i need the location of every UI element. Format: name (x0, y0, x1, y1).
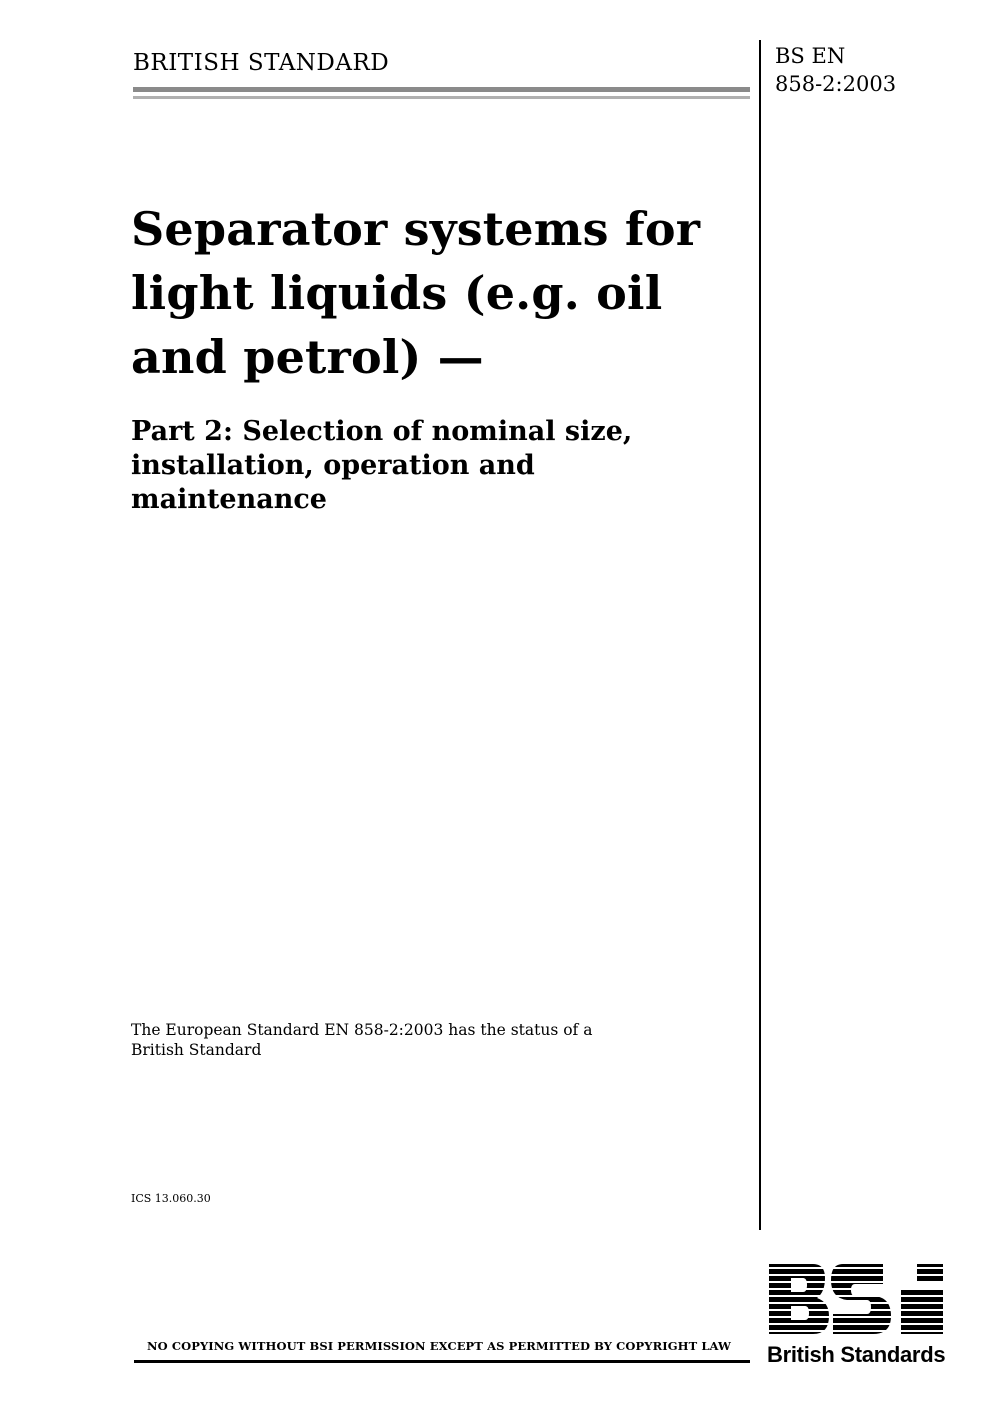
document-title: Separator systems for light liquids (e.g. oil and petrol) — (131, 202, 701, 384)
bsi-logo (767, 1262, 945, 1342)
series-label: BRITISH STANDARD (133, 50, 390, 76)
status-note: The European Standard EN 858-2:2003 has the status of a British Standard (131, 1021, 593, 1059)
copyright-notice: NO COPYING WITHOUT BSI PERMISSION EXCEPT AS PERMITTED BY COPYRIGHT LAW (147, 1339, 732, 1353)
document-part-title: Part 2: Selection of nominal size, installation, operation and maintenance (131, 416, 633, 515)
standard-code-line2: 858-2:2003 (775, 72, 897, 96)
vertical-divider (759, 40, 761, 1230)
bsi-logo-text: British Standards (767, 1342, 946, 1367)
header-rule-thin (133, 96, 750, 99)
standard-code-line1: BS EN (775, 44, 846, 68)
bsi-logo-mark (767, 1262, 945, 1338)
ics-code: ICS 13.060.30 (131, 1192, 211, 1205)
header-rule-thick (133, 87, 750, 92)
footer-rule (134, 1360, 750, 1363)
